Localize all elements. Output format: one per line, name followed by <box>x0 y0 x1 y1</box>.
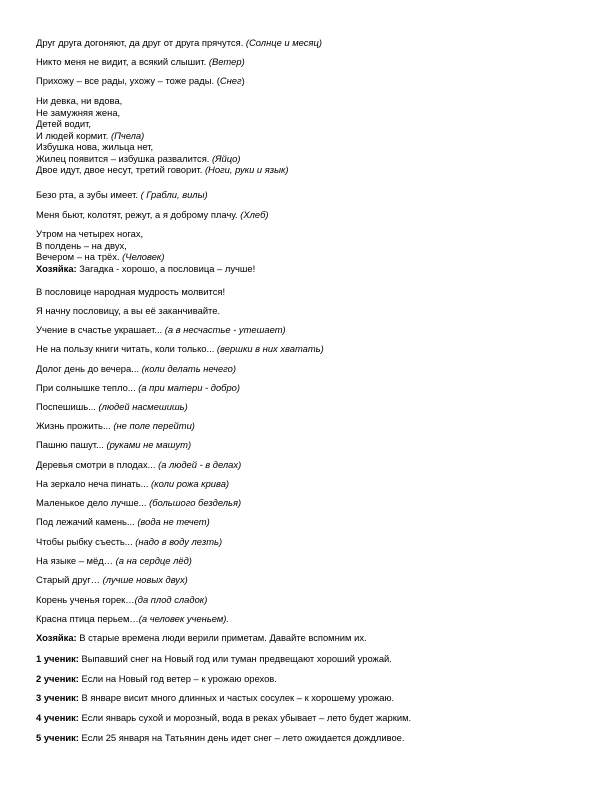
dialog-line-student-4: 4 ученик: Если январь сухой и морозный, вода в реках убывает – лето будет жарким. <box>36 712 412 723</box>
riddle-4 <box>36 189 596 201</box>
proverb: Учение в счастье украшает... (а в несчастье - утешает) <box>36 324 286 335</box>
proverb: На языке – мёд… (а на сердце лёд) <box>36 555 192 566</box>
proverb: Под лежачий камень... (вода не течет) <box>36 516 210 527</box>
speaker-label: 1 ученик: <box>36 653 79 664</box>
proverb: Старый друг… (лучше новых двух) <box>36 574 188 585</box>
proverb: Деревья смотри в плодах... (а людей - в делах) <box>36 459 242 470</box>
verse-line: Избушка нова, жильца нет, <box>36 141 154 152</box>
riddle-text: Безо рта, а зубы имеет. <box>36 189 138 200</box>
riddle-tail: ) <box>241 75 245 86</box>
dialog-line-student-1: 1 ученик: Выпавший снег на Новый год или туман предвещают хороший урожай. <box>36 653 392 664</box>
riddle-answer: Снег <box>219 75 242 86</box>
speaker-label: 4 ученик: <box>36 712 79 723</box>
dialog-line-student-5: 5 ученик: Если 25 января на Татьянин день идет снег – лето ожидается дождливое. <box>36 732 405 743</box>
verse-line: В полдень – на двух, <box>36 239 127 251</box>
proverb: Жизнь прожить... (не поле перейти) <box>36 420 195 431</box>
proverb: Красна птица перьем…(а человек ученьем). <box>36 613 230 624</box>
proverb: Поспешишь... (людей насмешишь) <box>36 401 188 412</box>
proverb: Не на пользу книги читать, коли только... (вершки в них хватать) <box>36 343 324 354</box>
dialog-line-host: Хозяйка: В старые времена люди верили приметам. Давайте вспомним их. <box>36 632 367 643</box>
dialog-line-student-3: 3 ученик: В январе висит много длинных и частых сосулек – к хорошему урожаю. <box>36 692 395 703</box>
riddle-2 <box>36 56 596 68</box>
verse-line: Ни девка, ни вдова, <box>36 95 123 106</box>
proverb: Чтобы рыбку съесть... (надо в воду лезть) <box>36 536 223 547</box>
proverb: Пашню пашут... (руками не машут) <box>36 439 192 450</box>
riddle-3 <box>36 75 596 87</box>
verse-line: Жилец появится – избушка развалится. (Яйцо) <box>36 152 241 164</box>
speaker-label: Хозяйка: <box>36 262 77 274</box>
proverb: Долог день до вечера... (коли делать нечего) <box>36 363 237 374</box>
riddle-text: Никто меня не видит, а всякий слышит. <box>36 56 207 67</box>
riddle-answer: (Солнце и месяц) <box>245 37 322 48</box>
host-line: Хозяйка: Загадка - хорошо, а пословица – лучше! <box>36 262 256 274</box>
proverb: Корень ученья горек…(да плод сладок) <box>36 594 208 605</box>
riddle-answer: ( Грабли, вилы) <box>140 189 208 200</box>
riddle-answer: (Хлеб) <box>240 209 269 220</box>
speaker-label: 2 ученик: <box>36 673 79 684</box>
verse-line: Детей водит, <box>36 118 91 129</box>
verse-line: И людей кормит. (Пчела) <box>36 129 145 141</box>
verse-line: Не замужняя жена, <box>36 106 121 118</box>
riddle-5 <box>36 209 596 221</box>
riddle-block-2 <box>36 228 596 274</box>
speaker-label: 3 ученик: <box>36 692 79 703</box>
riddle-block-1 <box>36 95 596 176</box>
riddle-text: Прихожу – все рады, ухожу – тоже рады. ( <box>36 75 220 86</box>
proverb: При солнышке тепло... (а при матери - добро) <box>36 382 240 393</box>
intro-line-1: В пословице народная мудрость молвится! <box>36 286 226 297</box>
speaker-label: 5 ученик: <box>36 732 79 743</box>
dialog-line-student-2: 2 ученик: Если на Новый год ветер – к урожаю орехов. <box>36 673 277 684</box>
riddle-text: Друг друга догоняют, да друг от друга прячутся. <box>36 37 244 48</box>
verse-line: Вечером – на трёх. (Человек) <box>36 251 165 262</box>
proverb: Маленькое дело лучше... (большого безделья) <box>36 497 242 508</box>
speaker-label: Хозяйка: <box>36 632 77 643</box>
riddle-1 <box>36 37 596 49</box>
verse-line: Утром на четырех ногах, <box>36 228 144 239</box>
riddle-answer: (Ветер) <box>208 56 245 67</box>
proverb: На зеркало неча пинать... (коли рожа крива) <box>36 478 230 489</box>
verse-line: Двое идут, двое несут, третий говорит. (Ноги, руки и язык) <box>36 164 289 175</box>
intro-line-2: Я начну пословицу, а вы её заканчивайте. <box>36 305 221 316</box>
riddle-text: Меня бьют, колотят, режут, а я доброму плачу. <box>36 209 238 220</box>
